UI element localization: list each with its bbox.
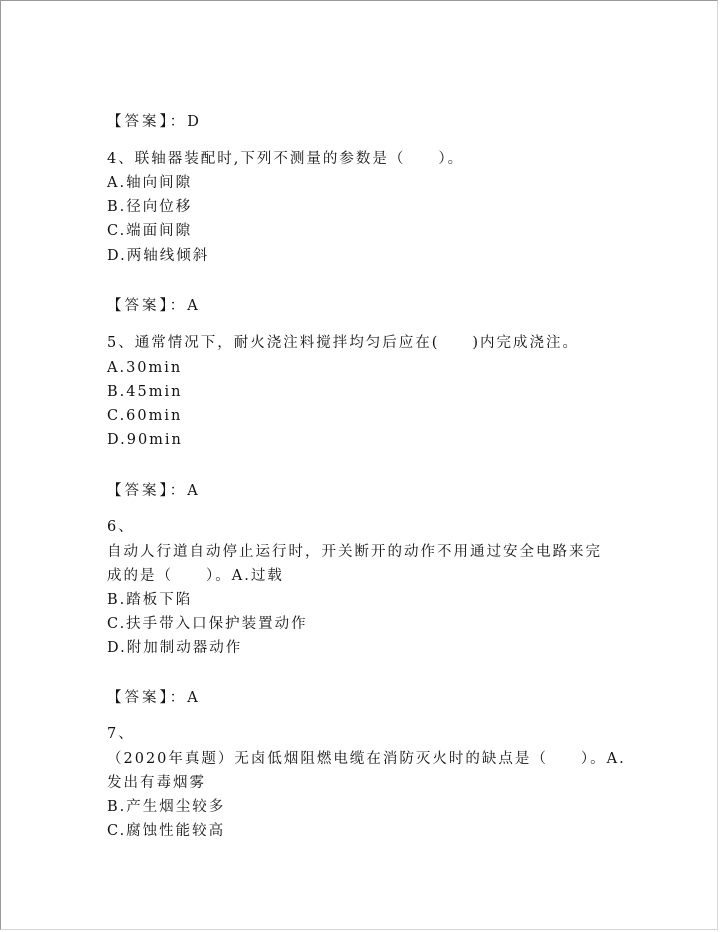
question-5-text: 5、通常情况下，耐火浇注料搅拌均匀后应在( )内完成浇注。 xyxy=(107,335,580,351)
answer-line: 【答案】：D xyxy=(107,114,202,130)
option-a: A.30min xyxy=(107,360,183,376)
option-b: B.踏板下陷 xyxy=(107,592,193,608)
option-b: B.径向位移 xyxy=(107,199,193,215)
question-6-text-line2: 成的是（ ）。A.过载 xyxy=(107,568,284,584)
option-a: A.轴向间隙 xyxy=(107,175,193,191)
answer-line: 【答案】：A xyxy=(107,483,201,499)
option-b: B.45min xyxy=(107,384,183,400)
question-7-text-line2: 发出有毒烟雾 xyxy=(107,775,206,791)
answer-line: 【答案】：A xyxy=(107,298,201,314)
option-c: C.60min xyxy=(107,408,183,424)
question-6-text-line1: 自动人行道自动停止运行时，开关断开的动作不用通过安全电路来完 xyxy=(107,544,602,560)
question-7-number: 7、 xyxy=(107,726,135,742)
option-c: C.端面间隙 xyxy=(107,223,193,239)
question-7-text-line1: （2020年真题）无卤低烟阻燃电缆在消防灭火时的缺点是（ ）。A. xyxy=(107,751,626,767)
question-6-number: 6、 xyxy=(107,519,135,535)
option-c: C.腐蚀性能较高 xyxy=(107,823,226,839)
answer-line: 【答案】：A xyxy=(107,690,201,706)
question-4-text: 4、联轴器装配时,下列不测量的参数是（ ）。 xyxy=(107,151,465,167)
option-d: D.两轴线倾斜 xyxy=(107,248,210,264)
option-c: C.扶手带入口保护装置动作 xyxy=(107,616,308,632)
option-d: D.90min xyxy=(107,432,183,448)
option-b: B.产生烟尘较多 xyxy=(107,799,226,815)
option-d: D.附加制动器动作 xyxy=(107,640,243,656)
